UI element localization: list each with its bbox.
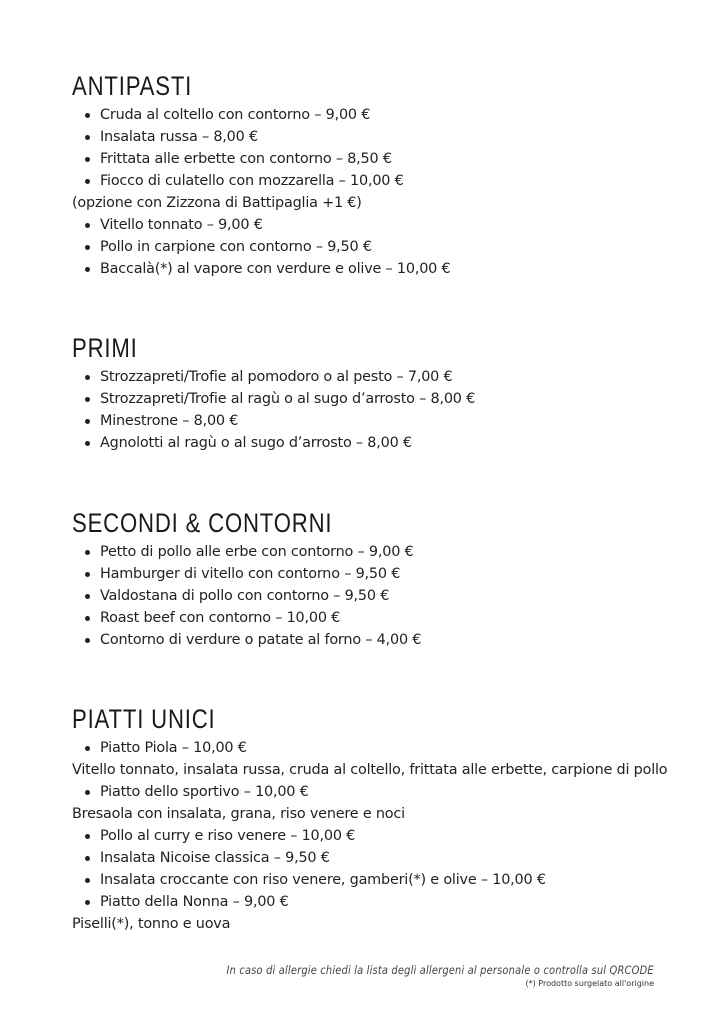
primi-heading: PRIMI	[72, 333, 138, 363]
secondi-list	[72, 541, 694, 651]
menu-item: Insalata croccante con riso venere, gamberi(*) e olive – 10,00 €	[72, 869, 694, 891]
secondi-heading: SECONDI & CONTORNI	[72, 508, 333, 538]
footer	[157, 963, 654, 990]
menu-item: Baccalà(*) al vapore con verdure e olive – 10,00 €	[72, 258, 694, 280]
secondi-section	[72, 509, 694, 651]
menu-note: Piselli(*), tonno e uova	[72, 916, 231, 932]
menu-item: Agnolotti al ragù o al sugo d’arrosto – 8,00 €	[72, 432, 694, 454]
piatti-unici-heading: PIATTI UNICI	[72, 704, 216, 734]
primi-section	[72, 334, 694, 454]
allergen-notice: In caso di allergie chiedi la lista degli allergeni al personale o controlla sul QRCODE	[226, 963, 654, 977]
menu-item: Vitello tonnato – 9,00 €	[72, 214, 694, 236]
antipasti-heading: ANTIPASTI	[72, 71, 193, 101]
menu-item: Strozzapreti/Trofie al ragù o al sugo d’arrosto – 8,00 €	[72, 388, 694, 410]
menu-item: Petto di pollo alle erbe con contorno – 9,00 €	[72, 541, 694, 563]
frozen-product-note: (*) Prodotto surgelato all'origine	[525, 979, 654, 988]
menu-note: Vitello tonnato, insalata russa, cruda al coltello, frittata alle erbette, carpione di pollo	[72, 762, 668, 778]
menu-item: Contorno di verdure o patate al forno – 4,00 €	[72, 629, 694, 651]
menu-item: Roast beef con contorno – 10,00 €	[72, 607, 694, 629]
menu-item: Frittata alle erbette con contorno – 8,50 €	[72, 148, 694, 170]
menu-item: Hamburger di vitello con contorno – 9,50 €	[72, 563, 694, 585]
antipasti-list	[72, 104, 694, 280]
menu-item: Piatto Piola – 10,00 €	[72, 737, 694, 759]
menu-item: Insalata russa – 8,00 €	[72, 126, 694, 148]
menu-note: (opzione con Zizzona di Battipaglia +1 €)	[72, 195, 362, 211]
menu-note: Bresaola con insalata, grana, riso venere e noci	[72, 806, 405, 822]
menu-item: Fiocco di culatello con mozzarella – 10,00 €	[72, 170, 694, 192]
piatti-unici-list	[72, 737, 694, 935]
piatti-unici-section	[72, 705, 694, 935]
antipasti-section	[72, 72, 694, 280]
primi-list	[72, 366, 694, 454]
menu-item: Insalata Nicoise classica – 9,50 €	[72, 847, 694, 869]
menu-item: Strozzapreti/Trofie al pomodoro o al pesto – 7,00 €	[72, 366, 694, 388]
menu-item: Piatto della Nonna – 9,00 €	[72, 891, 694, 913]
menu-item: Valdostana di pollo con contorno – 9,50 €	[72, 585, 694, 607]
menu-item: Pollo in carpione con contorno – 9,50 €	[72, 236, 694, 258]
menu-item: Cruda al coltello con contorno – 9,00 €	[72, 104, 694, 126]
menu-item: Pollo al curry e riso venere – 10,00 €	[72, 825, 694, 847]
menu-item: Minestrone – 8,00 €	[72, 410, 694, 432]
menu-item: Piatto dello sportivo – 10,00 €	[72, 781, 694, 803]
